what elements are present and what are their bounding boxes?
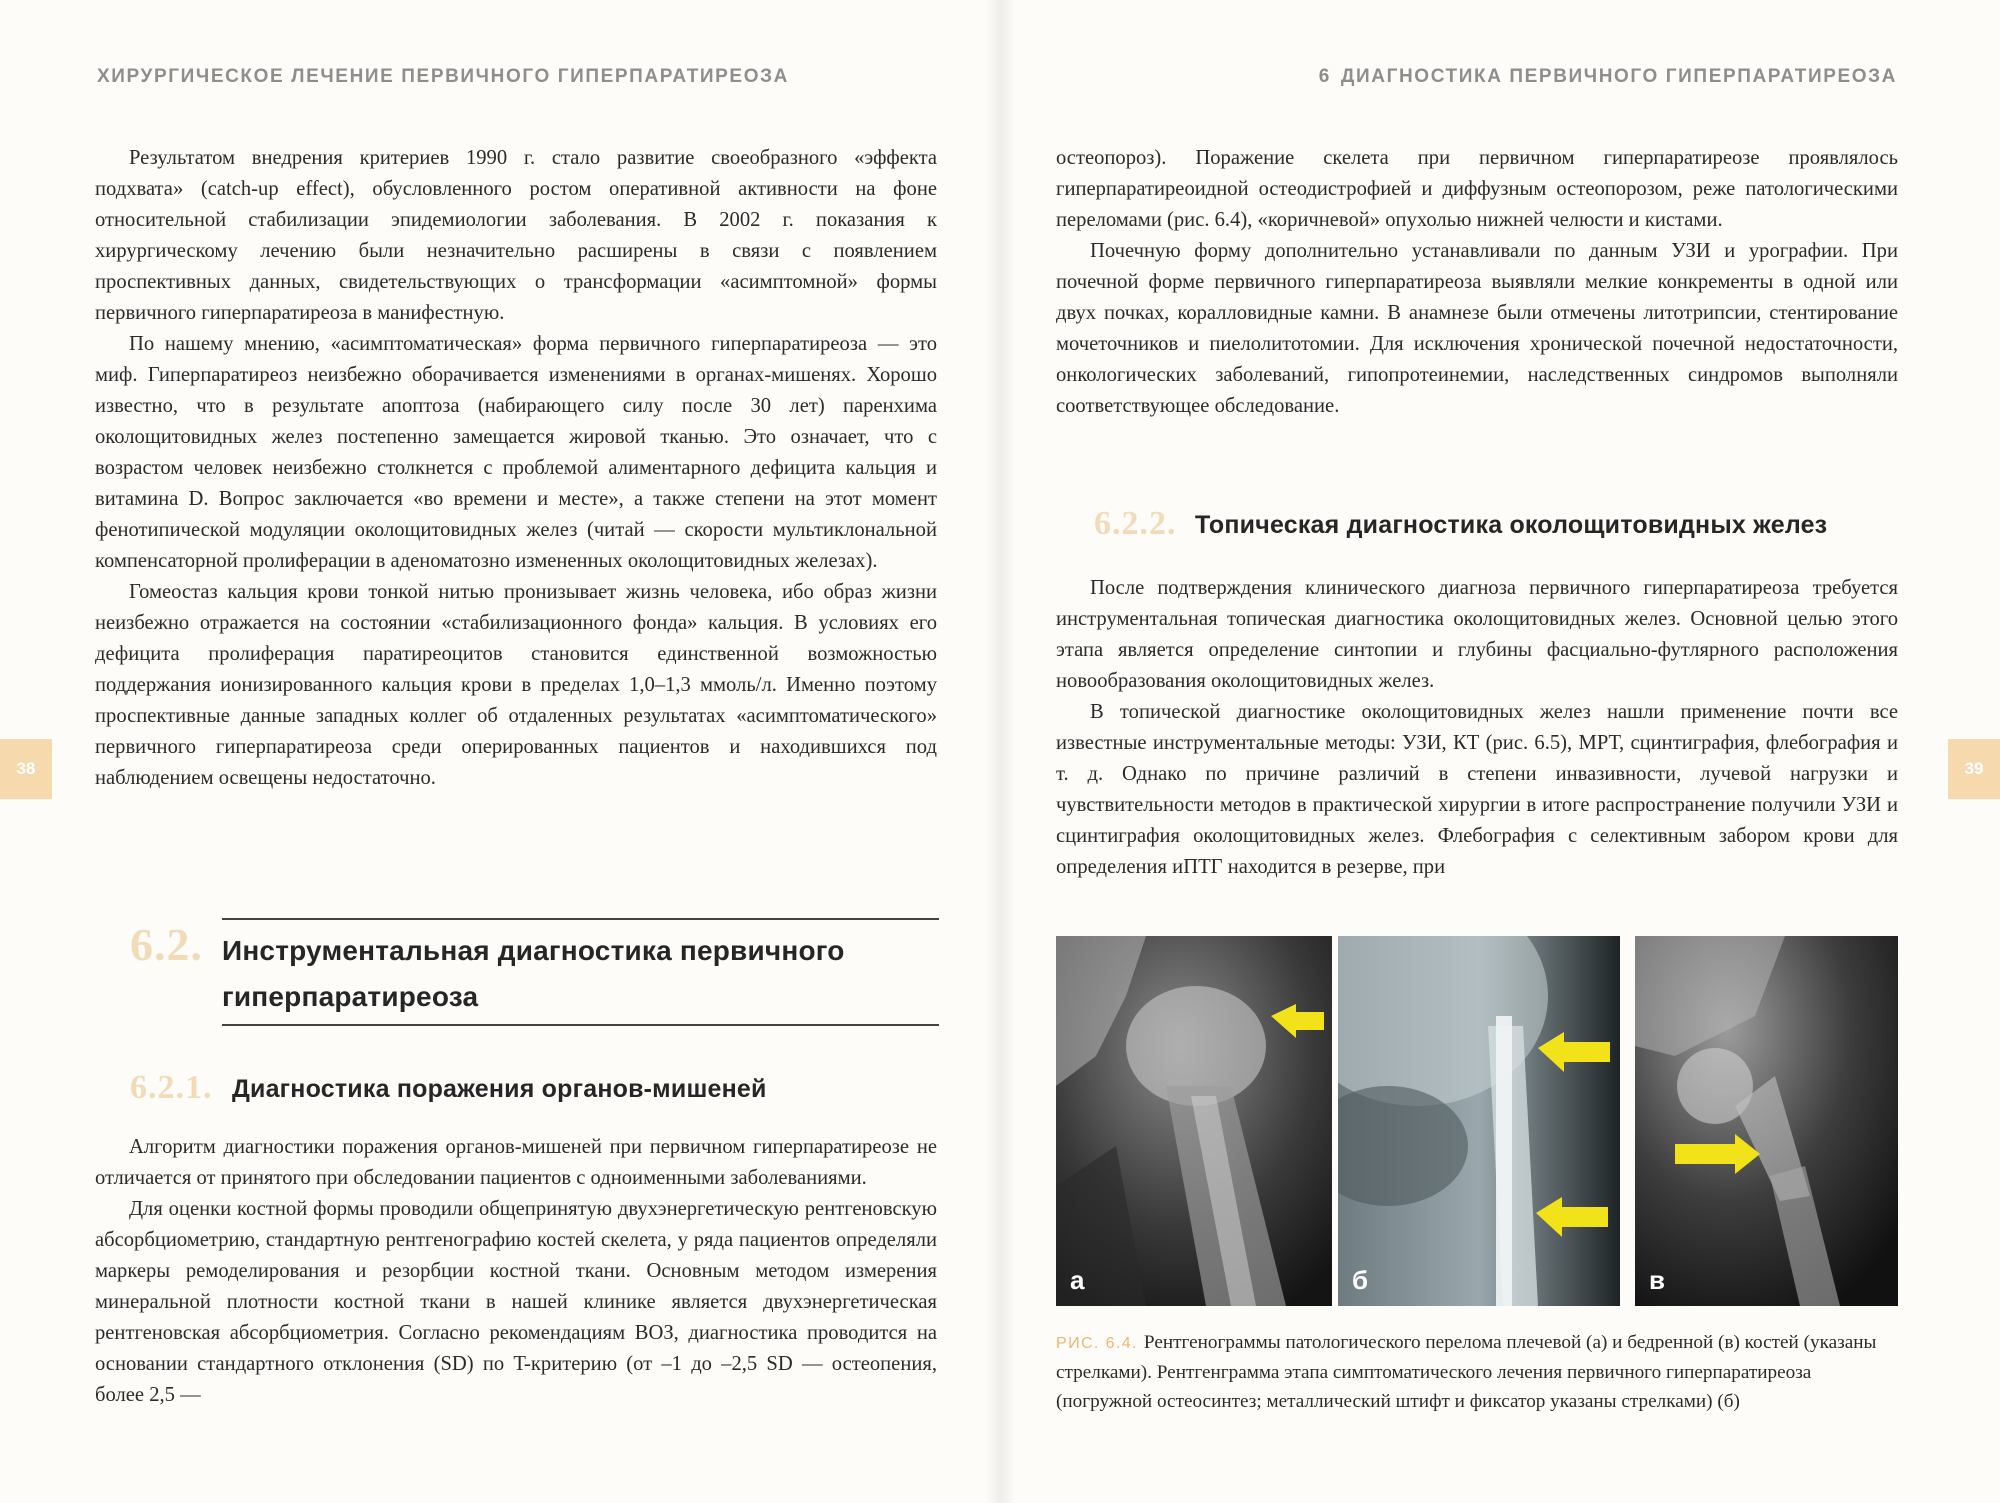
left-body-bottom: [95, 1132, 937, 1411]
panel-label-a: а: [1070, 1265, 1085, 1295]
section-6-2-1-title: Диагностика поражения органов-мишеней: [232, 1075, 767, 1103]
figure-caption-label: РИС. 6.4.: [1056, 1335, 1138, 1352]
right-running-head-title: ДИАГНОСТИКА ПЕРВИЧНОГО ГИПЕРПАРАТИРЕОЗА: [1340, 66, 1897, 87]
panel-label-c: в: [1649, 1265, 1665, 1295]
right-body-mid: [1056, 573, 1898, 883]
figure-caption: [1056, 1328, 1898, 1416]
paragraph: Для оценки костной формы проводили общепринятую двухэнергетическую рентгеновскую абсорбциометрию, стандартную рентгенографию костей скелета, у ряда пациентов определяли маркеры ремоделирования и резорбции костной ткани. Основным методом измерения минеральной плотности костной ткани в нашей клинике является двухэнергетическая рентгеновская абсорбциометрия. Согласно рекомендациям ВОЗ, диагностика проводится на основании стандартного отклонения (SD) по T-критерию (от –1 до –2,5 SD — остеопения, более 2,5 —: [95, 1198, 937, 1406]
right-running-head: [1319, 66, 1897, 88]
right-body-top: [1056, 143, 1898, 422]
chapter-number: 6: [1318, 66, 1331, 87]
section-6-2-title-line1: Инструментальная диагностика первичного: [222, 935, 845, 966]
section-rule-top: [222, 918, 939, 920]
paragraph: Алгоритм диагностики поражения органов-мишеней при первичном гиперпаратиреозе не отличается от принятого при обследовании пациентов с одноименными заболеваниями.: [95, 1136, 937, 1189]
section-6-2-1-number: 6.2.1.: [130, 1069, 213, 1106]
section-6-2-title-line2: гиперпаратиреоза: [222, 981, 479, 1012]
paragraph: Гомеостаз кальция крови тонкой нитью пронизывает жизнь человека, ибо образ жизни неизбежно отражается на состоянии «стабилизационного фонда» кальция. В условиях его дефицита пролиферация паратиреоцитов становится единственной возможностью поддержания ионизированного кальция крови в пределах 1,0–1,3 ммоль/л. Именно поэтому проспективные данные западных коллег об отдаленных результатах «асимптоматического» первичного гиперпаратиреоза среди оперированных пациентов и находившихся под наблюдением освещены недостаточно.: [95, 581, 937, 789]
figure-6-4: [1056, 936, 1898, 1306]
section-6-2-number: 6.2.: [130, 919, 203, 970]
xray-panel-a: [1056, 936, 1332, 1306]
paragraph: По нашему мнению, «асимптоматическая» форма первичного гиперпаратиреоза — это миф. Гиперпаратиреоз неизбежно оборачивается изменениями в органах-мишенях. Хорошо известно, что в результате апоптоза (набирающего силу после 30 лет) паренхима околощитовидных желез постепенно замещается жировой тканью. Это означает, что с возрастом человек неизбежно столкнется с проблемой алиментарного дефицита кальция и витамина D. Вопрос заключается «во времени и месте», а также степени на этот момент фенотипической модуляции околощитовидных желез (читай — скорости мультиклональной компенсаторной пролиферации в аденоматозно измененных околощитовидных железах).: [95, 333, 937, 572]
figure-caption-text: Рентгенограммы патологического перелома плечевой (а) и бедренной (в) костей (указаны стрелками). Рентгенграмма этапа симптоматического лечения первичного гиперпаратиреоза (погружной остеосинтез; металлический штифт и фиксатор указаны стрелками) (б): [1056, 1332, 1877, 1412]
panel-label-b: б: [1352, 1265, 1369, 1295]
section-6-2-2-title: Топическая диагностика околощитовидных желез: [1195, 511, 1828, 539]
right-page: [1000, 0, 2000, 1503]
page-number-tab-left: 38: [0, 739, 52, 799]
page-number-tab-right: 39: [1948, 739, 2000, 799]
xray-panel-b: [1338, 936, 1620, 1306]
section-6-2-title: [222, 928, 845, 1020]
paragraph: Почечную форму дополнительно устанавливали по данным УЗИ и урографии. При почечной форме первичного гиперпаратиреоза выявляли мелкие конкременты в одной или двух почках, коралловидные камни. В анамнезе были отмечены литотрипсии, стентирование мочеточников и пиелолитотомии. Для исключения хронической почечной недостаточности, онкологических заболеваний, гипопротеинемии, наследственных синдромов выполняли соответствующее обследование.: [1056, 240, 1898, 417]
left-running-head: ХИРУРГИЧЕСКОЕ ЛЕЧЕНИЕ ПЕРВИЧНОГО ГИПЕРПАРАТИРЕОЗА: [97, 66, 789, 87]
paragraph: В топической диагностике околощитовидных желез нашли применение почти все известные инструментальные методы: УЗИ, КТ (рис. 6.5), МРТ, сцинтиграфия, флебография и т. д. Однако по причине различий в степени инвазивности, лучевой нагрузки и чувствительности методов в практической хирургии в итоге распространение получили УЗИ и сцинтиграфия околощитовидных желез. Флебография с селективным забором крови для определения иПТГ находится в резерве, при: [1056, 701, 1898, 878]
section-6-2-2-number: 6.2.2.: [1094, 505, 1177, 542]
paragraph: После подтверждения клинического диагноза первичного гиперпаратиреоза требуется инструментальная топическая диагностика околощитовидных желез. Основной целью этого этапа является определение синтопии и глубины фасциально-футлярного расположения новообразования околощитовидных желез.: [1056, 577, 1898, 692]
paragraph: остеопороз). Поражение скелета при первичном гиперпаратиреозе проявлялось гиперпаратиреоидной остеодистрофией и диффузным остеопорозом, реже патологическими переломами (рис. 6.4), «коричневой» опухолью нижней челюсти и кистами.: [1056, 147, 1898, 231]
section-rule-bottom: [222, 1024, 939, 1026]
xray-panel-c: [1635, 936, 1898, 1306]
left-body-top: [95, 143, 937, 794]
paragraph: Результатом внедрения критериев 1990 г. стало развитие своеобразного «эффекта подхвата» (catch-up effect), обусловленного ростом оперативной активности на фоне относительной стабилизации эпидемиологии заболевания. В 2002 г. показания к хирургическому лечению были незначительно расширены в связи с появлением проспективных данных, свидетельствующих о трансформации «асимптомной» формы первичного гиперпаратиреоза в манифестную.: [95, 147, 937, 324]
